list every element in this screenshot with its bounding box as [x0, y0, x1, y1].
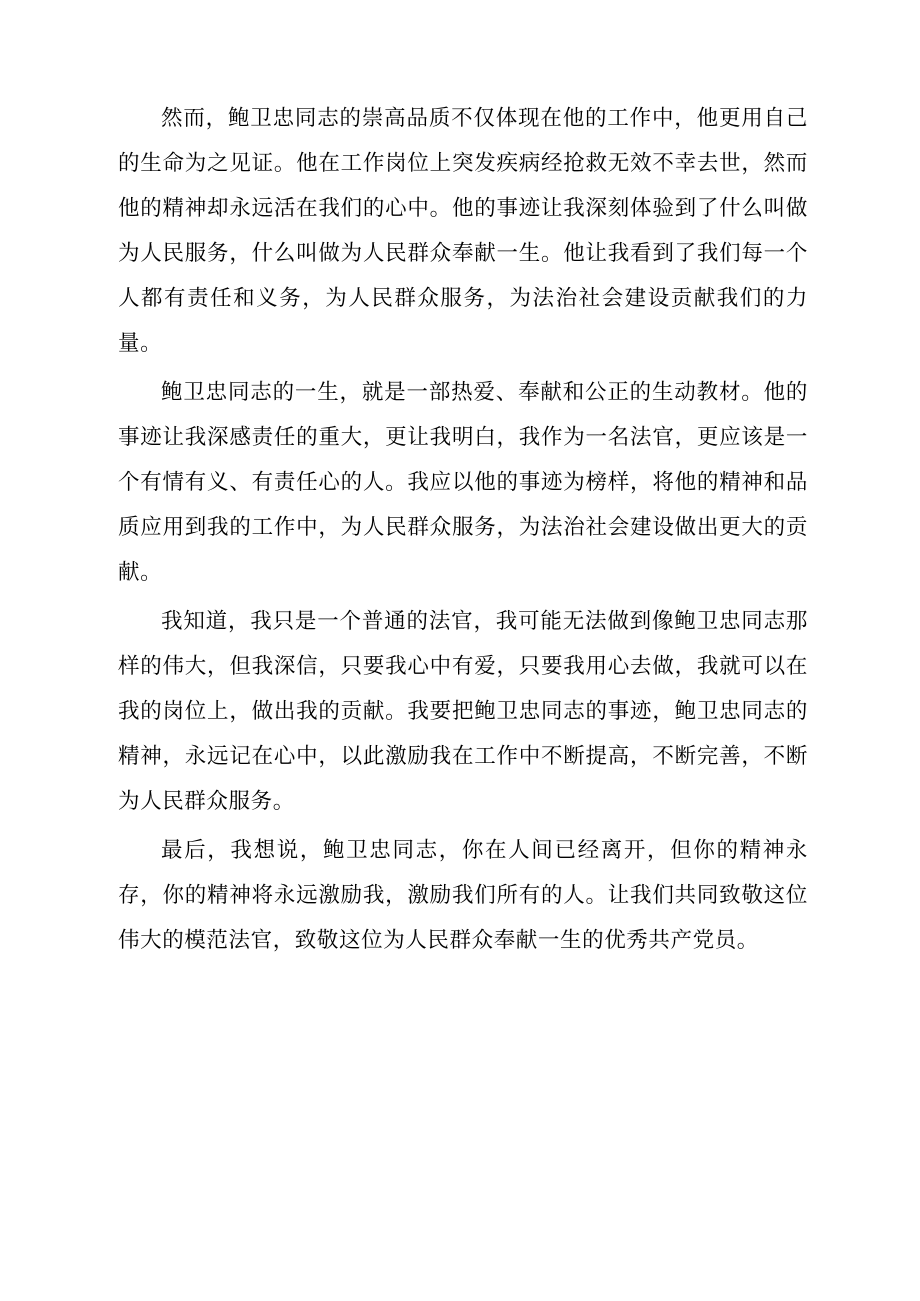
- paragraph: 然而，鲍卫忠同志的崇高品质不仅体现在他的工作中，他更用自己的生命为之见证。他在工作岗位上突发疾病经抢救无效不幸去世，然而他的精神却永远活在我们的心中。他的事迹让我深刻体验到了什么叫做为人民服务，什么叫做为人民群众奉献一生。他让我看到了我们每一个人都有责任和义务，为人民群众服务，为法治社会建设贡献我们的力量。: [118, 106, 808, 355]
- paragraph: 我知道，我只是一个普通的法官，我可能无法做到像鲍卫忠同志那样的伟大，但我深信，只要我心中有爱，只要我用心去做，我就可以在我的岗位上，做出我的贡献。我要把鲍卫忠同志的事迹，鲍卫忠同志的精神，永远记在心中，以此激励我在工作中不断提高，不断完善，不断为人民群众服务。: [118, 609, 808, 813]
- paragraph: 最后，我想说，鲍卫忠同志，你在人间已经离开，但你的精神永存，你的精神将永远激励我，激励我们所有的人。让我们共同致敬这位伟大的模范法官，致敬这位为人民群众奉献一生的优秀共产党员。: [118, 838, 808, 952]
- document-body: [118, 96, 808, 963]
- paragraph: 鲍卫忠同志的一生，就是一部热爱、奉献和公正的生动教材。他的事迹让我深感责任的重大，更让我明白，我作为一名法官，更应该是一个有情有义、有责任心的人。我应以他的事迹为榜样，将他的精神和品质应用到我的工作中，为人民群众服务，为法治社会建设做出更大的贡献。: [118, 380, 808, 584]
